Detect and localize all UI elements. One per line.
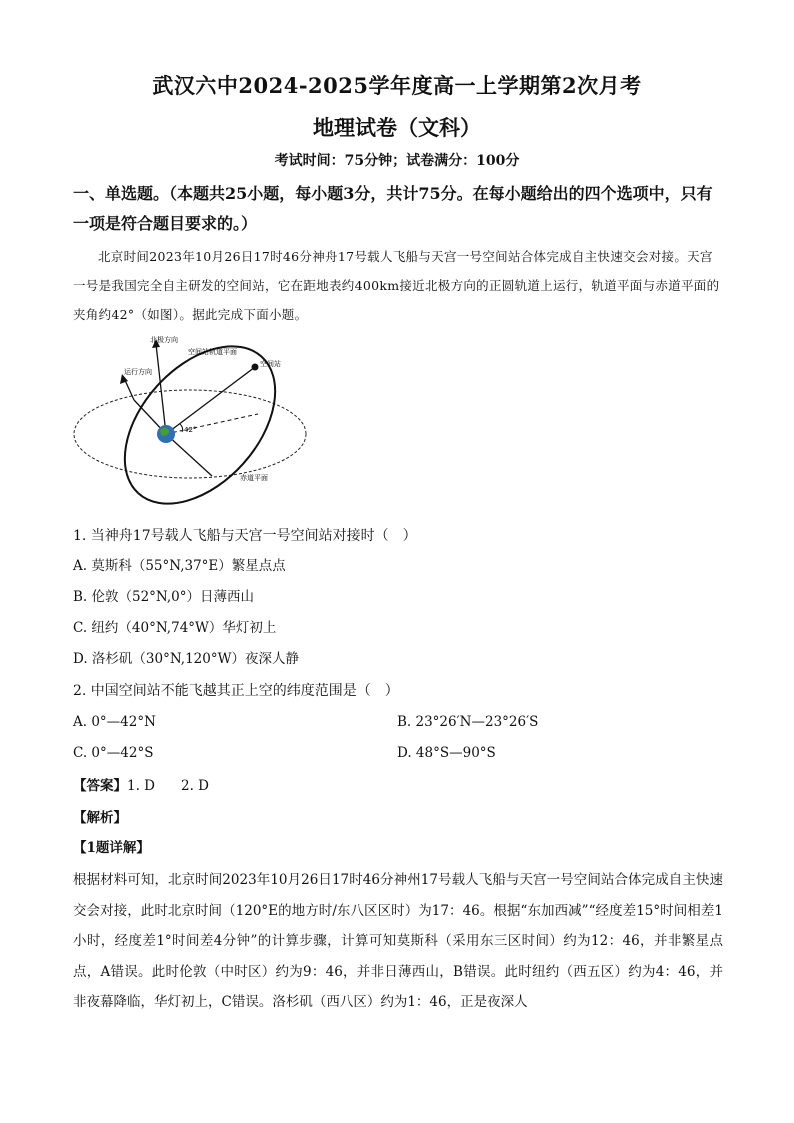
answer-1: 1. D [127,778,155,794]
label-equator-plane: 赤道平面 [240,474,268,482]
label-run-direction: 运行方向 [124,368,152,376]
exam-info: 考试时间：75分钟；试卷满分：100分 [274,153,520,169]
orbit-diagram [72,330,322,520]
answer-2: 2. D [181,778,209,794]
orbit-plane-ellipse [95,330,304,520]
q1-option-a[interactable]: A. 莫斯科（55°N,37°E）繁星点点 [73,558,286,574]
passage-text: 北京时间2023年10月26日17时46分神舟17号载人飞船与天宫一号空间站合体完成自主快速交会对接。天宫一号是我国完全自主研发的空间站，它在距地表约400km接近北极方向的正圆轨道上运行，轨道平面与赤道平面的夹角约42°（如图）。据此完成下面小题。 [73,249,720,322]
answer-line [73,774,209,794]
exam-subtitle: 地理试卷（文科） [313,115,481,140]
q2-option-a[interactable]: A. 0°—42°N [73,714,156,730]
label-angle: 42° [184,426,197,434]
north-pole-arrow [156,344,166,434]
q1-option-d[interactable]: D. 洛杉矶（30°N,120°W）夜深人静 [73,651,299,667]
answer-tag: 【答案】 [73,778,127,794]
question-2-stem: 2. 中国空间站不能飞越其正上空的纬度范围是（ ） [73,683,399,699]
axis-line-lower [166,434,212,476]
q1-option-c[interactable]: C. 纽约（40°N,74°W）华灯初上 [73,620,277,636]
space-station-dot [252,364,259,371]
q1-option-b[interactable]: B. 伦敦（52°N,0°）日薄西山 [73,589,255,605]
q2-option-d[interactable]: D. 48°S—90°S [397,745,496,761]
label-orbit-plane: 空间站轨道平面 [188,348,237,356]
analysis-tag: 【解析】 [73,810,127,826]
label-north-pole: 北极方向 [150,336,178,344]
q2-option-b[interactable]: B. 23°26′N—23°26′S [397,714,539,730]
equator-plane-ellipse [74,390,306,478]
detail-text: 根据材料可知，北京时间2023年10月26日17时46分神州17号载人飞船与天宫一号空间站合体完成自主快速交会对接，此时北京时间（120°E的地方时/东八区区时）为17：46。根据“东加西减”“经度差15°时间相差1小时，经度差1°时间差4分钟”的计算步骤，计算可知莫斯科（采用东三区时间）约为12：46，并非繁星点点，A错误。此时伦敦（中时区）约为9：46，并非日薄西山，B错误。此时纽约（西五区）约为4：46，并非夜幕降临，华灯初上，C错误。洛杉矶（西八区）约为1：46，正是夜深人 [73,872,723,1010]
q2-option-c[interactable]: C. 0°—42°S [73,745,154,761]
exam-title: 武汉六中2024-2025学年度高一上学期第2次月考 [152,73,642,98]
section-heading: 一、单选题。（本题共25小题，每小题3分，共计75分。在每小题给出的四个选项中，只有一项是符合题目要求的。） [73,184,713,233]
question-1-stem: 1. 当神舟17号载人飞船与天宫一号空间站对接时（ ） [73,528,417,544]
label-station: 空间站 [260,360,281,368]
detail-heading: 【1题详解】 [73,840,150,856]
